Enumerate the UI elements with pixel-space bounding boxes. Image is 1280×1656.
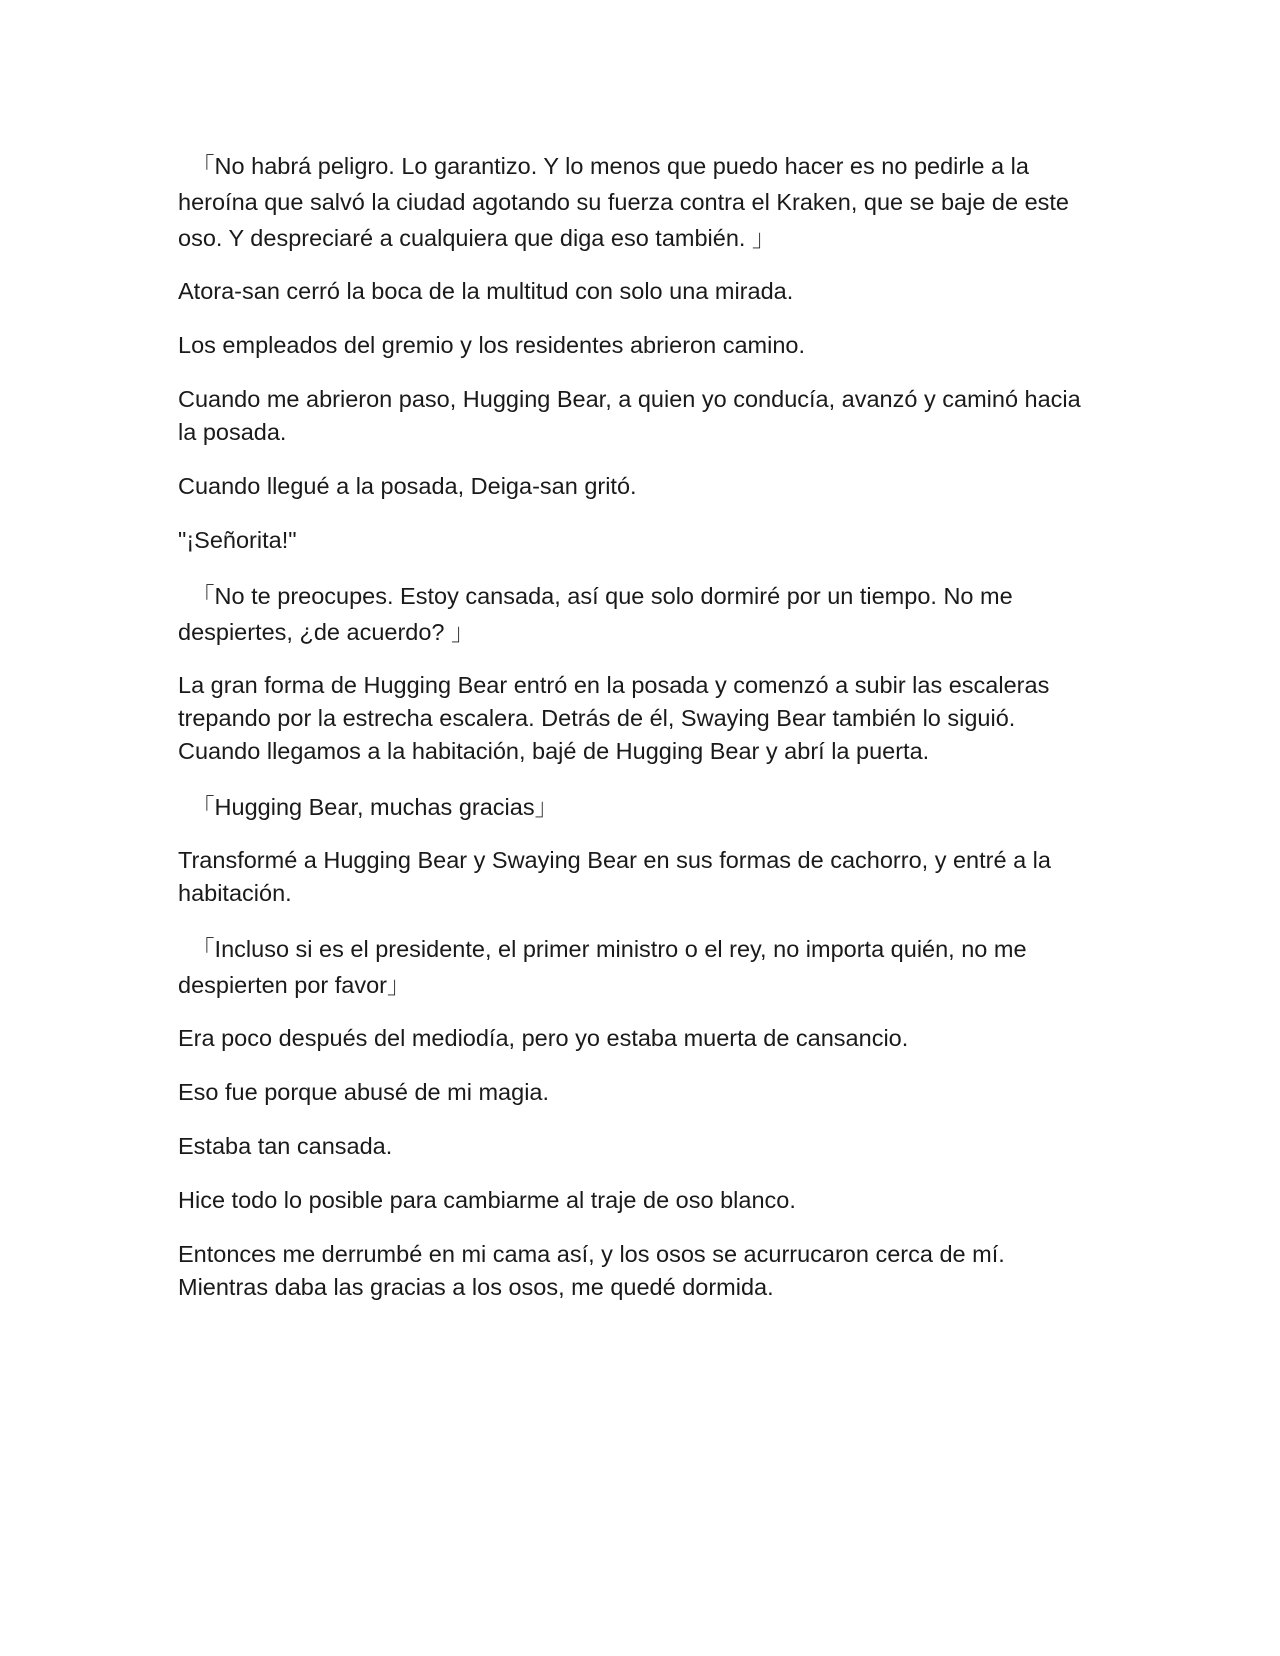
paragraph-dialogue-4: 「Incluso si es el presidente, el primer ministro o el rey, no importa quién, no me despierten por favor」 xyxy=(178,936,1027,998)
paragraph-narration-6: Transformé a Hugging Bear y Swaying Bear en sus formas de cachorro, y entré a la habitación. xyxy=(178,847,1051,906)
paragraph-dialogue-3: 「Hugging Bear, muchas gracias」 xyxy=(178,794,559,820)
document-body xyxy=(178,148,1093,1325)
paragraph-narration-8: Eso fue porque abusé de mi magia. xyxy=(178,1079,550,1105)
paragraph-narration-10: Hice todo lo posible para cambiarme al traje de oso blanco. xyxy=(178,1187,796,1213)
paragraph-exclamation: "¡Señorita!" xyxy=(178,527,297,553)
paragraph-narration-7: Era poco después del mediodía, pero yo estaba muerta de cansancio. xyxy=(178,1025,909,1051)
paragraph-narration-5: La gran forma de Hugging Bear entró en la posada y comenzó a subir las escaleras trepando por la estrecha escalera. Detrás de él, Swaying Bear también lo siguió. Cuando llegamos a la habitación, bajé de Hugging Bear y abrí la puerta. xyxy=(178,672,1050,764)
paragraph-narration-3: Cuando me abrieron paso, Hugging Bear, a quien yo conducía, avanzó y caminó hacia la posada. xyxy=(178,386,1081,445)
paragraph-narration-1: Atora-san cerró la boca de la multitud con solo una mirada. xyxy=(178,278,794,304)
paragraph-narration-11: Entonces me derrumbé en mi cama así, y los osos se acurrucaron cerca de mí. Mientras daba las gracias a los osos, me quedé dormida. xyxy=(178,1241,1005,1300)
paragraph-narration-9: Estaba tan cansada. xyxy=(178,1133,393,1159)
paragraph-dialogue-2: 「No te preocupes. Estoy cansada, así que solo dormiré por un tiempo. No me despiertes, ¿de acuerdo? 」 xyxy=(178,583,1013,645)
paragraph-narration-2: Los empleados del gremio y los residentes abrieron camino. xyxy=(178,332,805,358)
paragraph-dialogue-1: 「No habrá peligro. Lo garantizo. Y lo menos que puedo hacer es no pedirle a la heroína que salvó la ciudad agotando su fuerza contra el Kraken, que se baje de este oso. Y despreciaré a cualquiera que diga eso también. 」 xyxy=(178,153,1070,251)
paragraph-narration-4: Cuando llegué a la posada, Deiga-san gritó. xyxy=(178,473,637,499)
